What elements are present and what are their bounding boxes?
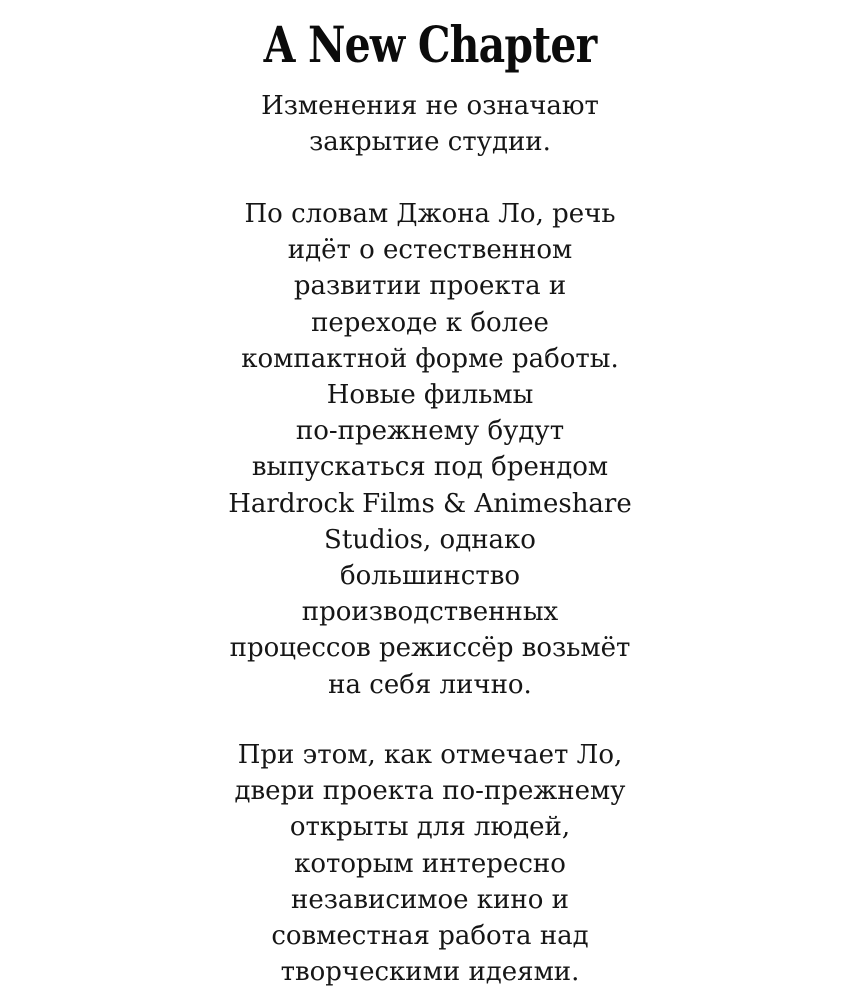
text-line: закрытие студии. [309, 127, 551, 158]
text-line: совместная работа над [271, 921, 589, 952]
text-line: открыты для людей, [289, 812, 571, 843]
text-line: Изменения не означают [261, 91, 599, 121]
text-line: компактной форме работы. [241, 343, 619, 374]
paragraph-details [160, 196, 700, 703]
text-line: выпускаться под брендом [251, 452, 609, 483]
text-line: процессов режиссёр возьмёт [229, 633, 631, 664]
text-line: творческими идеями. [280, 957, 580, 988]
text-line: При этом, как отмечает Ло, [237, 740, 623, 770]
text-line: на себя лично. [328, 669, 532, 700]
text-line: По словам Джона Ло, речь [244, 199, 616, 229]
text-line: развитии проекта и [293, 271, 567, 302]
text-line: большинство [339, 561, 521, 592]
text-line: производственных [301, 597, 559, 628]
text-line: двери проекта по-прежнему [234, 776, 626, 807]
text-line: независимое кино и [291, 884, 569, 915]
text-line: переходе к более [311, 307, 549, 338]
paragraph-intro [160, 88, 700, 160]
text-line: которым интересно [294, 848, 566, 879]
text-line: идёт о естественном [287, 235, 573, 266]
text-line: по-прежнему будут [295, 416, 565, 447]
text-line: Hardrock Films & Animeshare [228, 488, 632, 519]
text-line: Studios, однако [324, 524, 536, 555]
paragraph-closing [160, 737, 700, 990]
article-title: A New Chapter [263, 15, 597, 74]
text-line: Новые фильмы [326, 380, 534, 411]
